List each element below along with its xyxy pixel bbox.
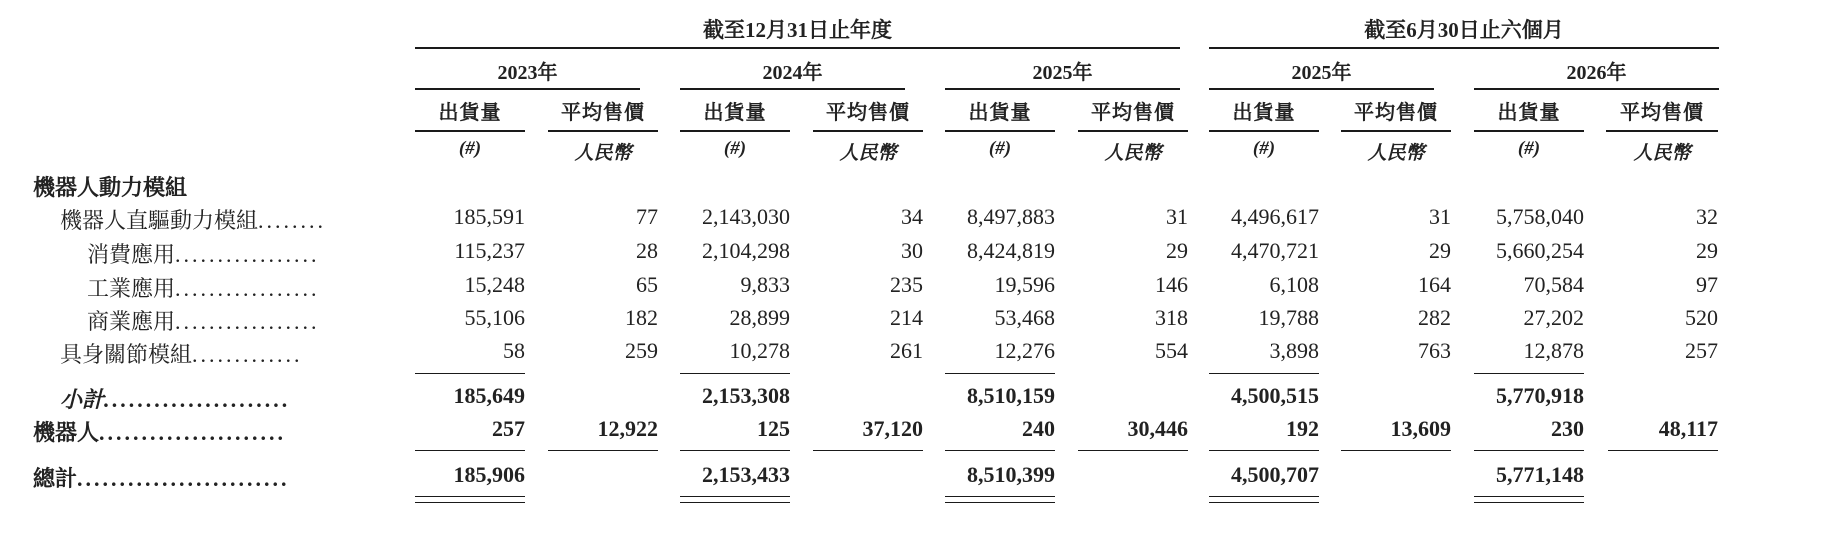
table-cell: 192	[1286, 416, 1319, 441]
leader-dots: .................	[175, 242, 320, 267]
leader-dots: .........................	[77, 466, 290, 491]
year-rule	[1209, 88, 1434, 90]
table-rule	[1341, 450, 1451, 451]
col-header-price: 平均售價	[826, 102, 910, 124]
sub-rule	[1341, 130, 1451, 132]
unit-volume: (#)	[723, 138, 747, 159]
unit-price: 人民幣	[839, 143, 897, 164]
table-cell: 58	[503, 338, 525, 363]
table-cell: 5,771,148	[1496, 462, 1584, 487]
table-cell: 318	[1155, 305, 1188, 330]
table-cell: 10,278	[729, 338, 790, 363]
table-rule	[680, 502, 790, 503]
table-rule	[1474, 496, 1584, 497]
row-label-industrial	[87, 272, 320, 303]
year-rule	[415, 88, 640, 90]
table-cell: 15,248	[464, 272, 525, 297]
table-cell: 29	[1429, 238, 1451, 263]
table-cell: 28	[636, 238, 658, 263]
leader-dots: .................	[175, 276, 320, 301]
row-label-direct-drive-module	[60, 204, 326, 235]
table-cell: 29	[1166, 238, 1188, 263]
table-rule	[945, 502, 1055, 503]
table-cell: 146	[1155, 272, 1188, 297]
table-cell: 37,120	[862, 416, 923, 441]
sub-rule	[680, 130, 790, 132]
year-rule	[680, 88, 905, 90]
table-rule	[1209, 496, 1319, 497]
table-cell: 32	[1696, 204, 1718, 229]
table-cell: 27,202	[1523, 305, 1584, 330]
sub-rule	[415, 130, 525, 132]
table-cell: 19,788	[1258, 305, 1319, 330]
table-rule	[1608, 450, 1718, 451]
year-header-2023: 2023年	[497, 62, 558, 84]
row-label-robot	[33, 416, 286, 447]
table-cell: 185,649	[453, 383, 525, 408]
table-cell: 8,510,399	[967, 462, 1055, 487]
table-rule	[1209, 450, 1319, 451]
sub-rule	[1606, 130, 1718, 132]
col-header-price: 平均售價	[1620, 102, 1704, 124]
table-cell: 257	[1685, 338, 1718, 363]
table-cell: 19,596	[994, 272, 1055, 297]
table-cell: 240	[1022, 416, 1055, 441]
table-cell: 230	[1551, 416, 1584, 441]
table-cell: 65	[636, 272, 658, 297]
table-cell: 6,108	[1269, 272, 1319, 297]
sub-rule	[1078, 130, 1188, 132]
table-cell: 235	[890, 272, 923, 297]
table-cell: 554	[1155, 338, 1188, 363]
table-cell: 48,117	[1658, 416, 1718, 441]
table-cell: 5,770,918	[1496, 383, 1584, 408]
row-label-text: 具身關節模組	[60, 342, 193, 367]
table-cell: 4,496,617	[1231, 204, 1319, 229]
table-cell: 214	[890, 305, 923, 330]
year-header-2026-half: 2026年	[1566, 62, 1627, 84]
col-header-price: 平均售價	[1354, 102, 1438, 124]
table-cell: 2,104,298	[702, 238, 790, 263]
group-header-annual: 截至12月31日止年度	[703, 18, 892, 42]
leader-dots: ......................	[104, 387, 292, 412]
table-cell: 30	[901, 238, 923, 263]
table-cell: 2,153,433	[702, 462, 790, 487]
sub-rule	[1209, 130, 1319, 132]
unit-volume: (#)	[988, 138, 1012, 159]
table-cell: 12,878	[1523, 338, 1584, 363]
year-header-2024: 2024年	[762, 62, 823, 84]
col-header-price: 平均售價	[561, 102, 645, 124]
table-cell: 2,143,030	[702, 204, 790, 229]
col-header-volume: 出貨量	[438, 102, 502, 124]
table-cell: 97	[1696, 272, 1718, 297]
col-header-volume: 出貨量	[703, 102, 767, 124]
table-cell: 2,153,308	[702, 383, 790, 408]
table-rule	[680, 496, 790, 497]
sub-rule	[1474, 130, 1584, 132]
col-header-volume: 出貨量	[1497, 102, 1561, 124]
row-label-robot-power-module: 機器人動力模組	[33, 175, 188, 200]
table-rule	[680, 373, 790, 374]
table-cell: 8,424,819	[967, 238, 1055, 263]
table-cell: 182	[625, 305, 658, 330]
table-cell: 257	[492, 416, 525, 441]
table-rule	[415, 496, 525, 497]
table-rule	[813, 450, 923, 451]
table-cell: 77	[636, 204, 658, 229]
row-label-text: 工業應用	[87, 276, 176, 301]
table-cell: 763	[1418, 338, 1451, 363]
table-cell: 12,922	[597, 416, 658, 441]
table-cell: 70,584	[1523, 272, 1584, 297]
table-rule	[1209, 373, 1319, 374]
row-label-text: 機器人	[33, 420, 100, 445]
table-cell: 9,833	[740, 272, 790, 297]
unit-volume: (#)	[1252, 138, 1276, 159]
group-header-half-year: 截至6月30日止六個月	[1364, 18, 1564, 42]
row-label-commercial	[87, 305, 320, 336]
table-cell: 31	[1429, 204, 1451, 229]
table-cell: 55,106	[464, 305, 525, 330]
table-cell: 115,237	[454, 238, 525, 263]
table-cell: 4,500,707	[1231, 462, 1319, 487]
table-cell: 520	[1685, 305, 1718, 330]
table-rule	[945, 373, 1055, 374]
table-cell: 4,500,515	[1231, 383, 1319, 408]
row-label-text: 商業應用	[87, 309, 176, 334]
table-rule	[1474, 450, 1584, 451]
table-cell: 53,468	[994, 305, 1055, 330]
table-cell: 282	[1418, 305, 1451, 330]
table-rule	[1209, 502, 1319, 503]
row-label-text: 小計	[60, 387, 105, 412]
table-rule	[415, 450, 525, 451]
table-cell: 8,497,883	[967, 204, 1055, 229]
table-cell: 30,446	[1127, 416, 1188, 441]
table-cell: 28,899	[729, 305, 790, 330]
col-header-price: 平均售價	[1091, 102, 1175, 124]
row-label-consumer	[87, 238, 320, 269]
table-cell: 164	[1418, 272, 1451, 297]
table-cell: 4,470,721	[1231, 238, 1319, 263]
sub-rule	[945, 130, 1055, 132]
sub-rule	[548, 130, 658, 132]
leader-dots: .............	[192, 342, 303, 367]
row-label-joint-module	[60, 338, 303, 369]
leader-dots: ........	[258, 208, 327, 233]
table-rule	[1078, 450, 1188, 451]
table-rule	[415, 502, 525, 503]
col-header-volume: 出貨量	[1232, 102, 1296, 124]
year-header-2025: 2025年	[1032, 62, 1093, 84]
table-cell: 34	[901, 204, 923, 229]
table-cell: 29	[1696, 238, 1718, 263]
table-rule	[415, 373, 525, 374]
group-rule-half-year	[1209, 47, 1719, 49]
table-cell: 31	[1166, 204, 1188, 229]
table-cell: 3,898	[1269, 338, 1319, 363]
col-header-volume: 出貨量	[968, 102, 1032, 124]
table-cell: 13,609	[1390, 416, 1451, 441]
unit-volume: (#)	[1517, 138, 1541, 159]
unit-price: 人民幣	[574, 143, 632, 164]
year-rule	[945, 88, 1180, 90]
table-cell: 5,660,254	[1496, 238, 1584, 263]
table-cell: 12,276	[994, 338, 1055, 363]
unit-price: 人民幣	[1367, 143, 1425, 164]
table-rule	[548, 450, 658, 451]
leader-dots: .................	[175, 309, 320, 334]
row-label-text: 總計	[33, 466, 78, 491]
table-cell: 185,591	[453, 204, 525, 229]
row-label-text: 消費應用	[87, 242, 176, 267]
year-rule	[1474, 88, 1719, 90]
row-label-text: 機器人直驅動力模組	[60, 208, 259, 233]
year-header-2025-half: 2025年	[1291, 62, 1352, 84]
row-label-total	[33, 462, 290, 493]
table-rule	[1474, 373, 1584, 374]
table-cell: 261	[890, 338, 923, 363]
row-label-subtotal	[60, 383, 291, 414]
group-rule-annual	[415, 47, 1180, 49]
unit-price: 人民幣	[1633, 143, 1691, 164]
table-cell: 8,510,159	[967, 383, 1055, 408]
table-rule	[680, 450, 790, 451]
leader-dots: ......................	[99, 420, 287, 445]
table-cell: 5,758,040	[1496, 204, 1584, 229]
table-rule	[945, 450, 1055, 451]
table-cell: 259	[625, 338, 658, 363]
table-rule	[1474, 502, 1584, 503]
table-cell: 185,906	[453, 462, 525, 487]
unit-price: 人民幣	[1104, 143, 1162, 164]
table-rule	[945, 496, 1055, 497]
unit-volume: (#)	[458, 138, 482, 159]
table-cell: 125	[757, 416, 790, 441]
sub-rule	[813, 130, 923, 132]
